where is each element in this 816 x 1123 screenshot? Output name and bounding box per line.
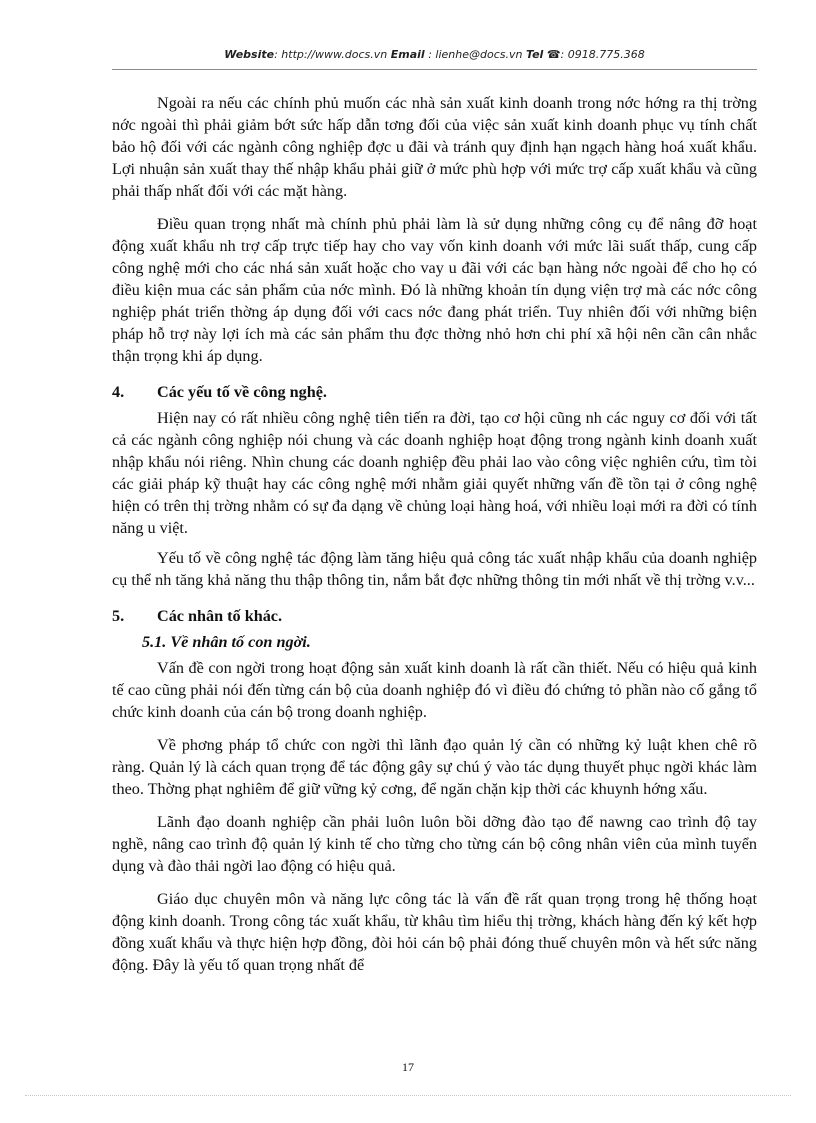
email-label: Email bbox=[390, 48, 425, 61]
document-body bbox=[112, 92, 757, 987]
paragraph-organization-method: Về phơng pháp tổ chức con ngời thì lãnh đạo quản lý cần có những kỷ luật khen chê rõ ràng. Quản lý là cách quan trọng để tác động gây sự chú ý vào tác dụng thuyết phục ngời khác làm theo. Thờng phạt nghiêm để giữ vững kỷ cơng, để ngăn chặn kịp thời các khuynh hớng xấu. bbox=[112, 736, 757, 798]
paragraph-export-support-tools: Điều quan trọng nhất mà chính phủ phải làm là sử dụng những công cụ để nâng đỡ hoạt động xuất khẩu nh trợ cấp trực tiếp hay cho vay vốn kinh doanh với mức lãi suất thấp, cung cấp công nghệ mới cho các nhá sản xuất hoặc cho vay u đãi với các bạn hàng nớc ngoài để cho họ có điều kiện mua các sản phẩm của nớc mình. Đó là những khoản tín dụng viện trợ mà các nớc công nghiệp phát triển thờng áp dụng đối với cacs nớc đang phát triển. Tuy nhiên đối với những biện pháp hỗ trợ này lợi ích mà các sản phẩm thu đợc thờng nhỏ hơn chi phí xã hội nên cần cân nhắc thận trọng khi áp dụng. bbox=[112, 215, 757, 365]
website-label: Website bbox=[224, 48, 275, 61]
paragraph-government-incentives: Ngoài ra nếu các chính phủ muốn các nhà sản xuất kinh doanh trong nớc hớng ra thị trờng nớc ngoài thì phải giảm bớt sức hấp dẫn tơng đối của việc sản xuất kinh doanh phục vụ tính chất bảo hộ đối với các ngành công nghiệp đợc u đãi và tránh quy định hạn ngạch hàng hoá xuất khẩu. Lợi nhuận sản xuất thay thế nhập khẩu phải giữ ở mức phù hợp với mức trợ cấp xuất khẩu và cũng phải thấp nhất đối với các mặt hàng. bbox=[112, 94, 757, 200]
email-value: : lienhe@docs.vn bbox=[424, 48, 526, 61]
paragraph-training: Lãnh đạo doanh nghiệp cần phải luôn luôn bồi dỡng đào tạo để nawng cao trình độ tay nghề, nâng cao trình độ quản lý kinh tế cho từng cho từng cán bộ công nhân viên của mình tuyển dụng và đào thải ngời lao động có hiệu quả. bbox=[112, 813, 757, 875]
paragraph-technology-overview: Hiện nay có rất nhiều công nghệ tiên tiến ra đời, tạo cơ hội cũng nh các nguy cơ đối với tất cả các ngành công nghiệp nói chung và các doanh nghiệp hoạt động trong ngành kinh doanh xuất nhập khẩu nói riêng. Nhìn chung các doanh nghiệp đều phải lao vào công việc nghiên cứu, tìm tòi các giải pháp kỹ thuật hay các công nghệ mới nhằm giải quyết những vấn đề tồn tại ở công nghệ hiện có trên thị trờng nhằm có sự đa dạng về chủng loại hàng hoá, với nhiều loại mới ra đời có tính năng u việt. bbox=[112, 409, 757, 537]
section-title: Các nhân tố khác. bbox=[157, 607, 283, 625]
section-number: 4. bbox=[112, 383, 125, 401]
tel-value: : 0918.775.368 bbox=[560, 48, 645, 61]
footer-divider bbox=[25, 1095, 791, 1096]
paragraph-technology-impact: Yếu tố về công nghệ tác động làm tăng hiệu quả công tác xuất nhập khẩu của doanh nghiệp cụ thể nh tăng khả năng thu thập thông tin, nắm bắt đợc những thông tin mới nhất về thị trờng v.v... bbox=[112, 549, 757, 589]
subsection-heading-human-factor: 5.1. Về nhân tố con ngời. bbox=[142, 633, 311, 651]
paragraph-human-factor: Vấn đề con ngời trong hoạt động sản xuất kinh doanh là rất cần thiết. Nếu có hiệu quả kinh tế cao cũng phải nói đến từng cán bộ của doanh nghiệp đó vì điều đó chứng tỏ phần nào cố gắng tổ chức kinh doanh của cán bộ trong doanh nghiệp. bbox=[112, 659, 757, 721]
section-heading-other-factors bbox=[112, 605, 757, 627]
page-header bbox=[112, 47, 757, 70]
tel-label: Tel bbox=[525, 48, 544, 61]
section-heading-technology bbox=[112, 381, 757, 403]
section-title: Các yếu tố về công nghệ. bbox=[157, 383, 327, 401]
section-number: 5. bbox=[112, 607, 125, 625]
website-value: : http://www.docs.vn bbox=[274, 48, 391, 61]
phone-icon: ☎ bbox=[546, 48, 561, 61]
page-number: 17 bbox=[402, 1060, 414, 1074]
paragraph-professional-education: Giáo dục chuyên môn và năng lực công tác là vấn đề rất quan trọng trong hệ thống hoạt động kinh doanh. Trong công tác xuất khẩu, từ khâu tìm hiểu thị trờng, khách hàng đến ký kết hợp đồng xuất khẩu và thực hiện hợp đồng, đòi hỏi cán bộ phải đóng thuế chuyên môn và hết sức năng động. Đây là yếu tố quan trọng nhất để bbox=[112, 890, 757, 974]
